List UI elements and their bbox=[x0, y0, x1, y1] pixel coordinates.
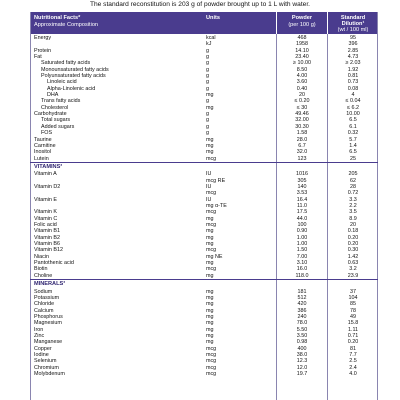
standard-value: 37 bbox=[350, 288, 356, 295]
nutrient-label: Carnitine bbox=[34, 142, 56, 149]
unit-cell: mcg bbox=[206, 222, 217, 229]
unit-cell: mg bbox=[206, 326, 214, 333]
unit-cell: kJ bbox=[206, 41, 212, 48]
powder-value: 512 bbox=[297, 294, 307, 301]
powder-value: 16.4 bbox=[296, 196, 308, 203]
nutrient-label: FOS bbox=[41, 130, 53, 137]
powder-value: ≤ 30 bbox=[296, 104, 308, 111]
standard-value: 0.20 bbox=[347, 339, 359, 346]
standard-value: 10.00 bbox=[346, 111, 360, 118]
nutrient-label: Fat bbox=[34, 54, 42, 61]
powder-value: 44.0 bbox=[296, 215, 308, 222]
unit-cell: mcg bbox=[206, 364, 217, 371]
nutrient-label: Biotin bbox=[34, 266, 48, 273]
powder-value: 100 bbox=[297, 222, 307, 229]
powder-value: 386 bbox=[297, 307, 307, 314]
powder-value: 1.50 bbox=[296, 247, 308, 254]
unit-cell: mg bbox=[206, 228, 214, 235]
standard-value: 25 bbox=[350, 155, 356, 162]
unit-cell: mg bbox=[206, 241, 214, 248]
nutrient-label: Phosphorus bbox=[34, 313, 63, 320]
unit-cell: mg bbox=[206, 234, 214, 241]
unit-cell: IU bbox=[206, 171, 212, 178]
powder-value: 16.0 bbox=[296, 266, 308, 273]
standard-value: 7.7 bbox=[349, 351, 357, 358]
powder-value: 20 bbox=[299, 92, 305, 99]
standard-value: 1.42 bbox=[347, 253, 359, 260]
powder-value: 38.0 bbox=[296, 351, 308, 358]
standard-value: 0.32 bbox=[347, 130, 359, 137]
standard-value: 6.5 bbox=[349, 149, 357, 156]
nutrient-label: Choline bbox=[34, 272, 53, 279]
powder-value: 123 bbox=[297, 155, 307, 162]
powder-value: 19.7 bbox=[296, 370, 308, 377]
nutrient-label: Iodine bbox=[34, 351, 49, 358]
powder-value: ≤ 0.20 bbox=[294, 98, 310, 105]
nutrient-label: Saturated fatty acids bbox=[41, 60, 91, 67]
nutrient-label: Energy bbox=[34, 35, 52, 41]
nutrient-label: Pantothenic acid bbox=[34, 260, 74, 267]
unit-cell: mg NE bbox=[206, 253, 223, 260]
powder-value: 12.3 bbox=[296, 358, 308, 365]
powder-value: 3.10 bbox=[296, 260, 308, 267]
unit-cell: g bbox=[206, 60, 209, 67]
standard-value: 85 bbox=[350, 301, 356, 308]
nutrient-label: Calcium bbox=[34, 307, 54, 314]
standard-value: 2.4 bbox=[349, 364, 357, 371]
unit-cell: mg bbox=[206, 294, 214, 301]
unit-cell: mg bbox=[206, 149, 214, 156]
nutrient-label: Magnesium bbox=[34, 320, 62, 327]
powder-value: 78.0 bbox=[296, 320, 308, 327]
unit-cell: mg bbox=[206, 272, 214, 279]
standard-value: 3.5 bbox=[349, 209, 357, 216]
standard-value: 81 bbox=[350, 345, 356, 352]
nutrient-label: Carbohydrate bbox=[34, 111, 67, 118]
powder-value: 1016 bbox=[296, 171, 308, 178]
standard-value: 0.30 bbox=[347, 247, 359, 254]
nutrient-label: Folic acid bbox=[34, 222, 57, 229]
standard-value: 4.73 bbox=[347, 54, 359, 61]
powder-value: 468 bbox=[297, 35, 307, 41]
standard-value: 0.81 bbox=[347, 73, 359, 80]
nutrient-label: Chloride bbox=[34, 301, 55, 308]
nutrient-label: Iron bbox=[34, 326, 44, 333]
unit-cell: mg bbox=[206, 332, 214, 339]
powder-value: 30.30 bbox=[295, 123, 309, 130]
section-title: MINERALS³ bbox=[34, 281, 66, 288]
standard-value: 3.2 bbox=[349, 266, 357, 273]
reconstitution-note: The standard reconstitution is 203 g of powder brought up to 1 L with water. bbox=[89, 1, 311, 8]
standard-value: 4.0 bbox=[349, 370, 357, 377]
standard-value: 1.92 bbox=[347, 66, 359, 73]
unit-cell: mg bbox=[206, 307, 214, 314]
nutrient-label: Alpha-Linolenic acid bbox=[47, 85, 96, 92]
standard-value: 0.18 bbox=[347, 228, 359, 235]
unit-cell: mcg bbox=[206, 247, 217, 254]
nutrient-label: Taurine bbox=[34, 136, 52, 143]
standard-value: 95 bbox=[350, 35, 356, 41]
section-heading bbox=[30, 279, 378, 288]
powder-value: 3.53 bbox=[296, 190, 308, 197]
nutrient-label: Cholesterol bbox=[41, 104, 69, 111]
standard-value: 0.20 bbox=[347, 234, 359, 241]
nutrient-label: Niacin bbox=[34, 253, 49, 260]
nutrient-label: Polyunsaturated fatty acids bbox=[41, 73, 106, 80]
unit-cell: mg bbox=[206, 288, 214, 295]
standard-value: 28 bbox=[350, 183, 356, 190]
nutrient-label: Copper bbox=[34, 345, 52, 352]
powder-value: 118.0 bbox=[295, 272, 309, 279]
nutrient-label: Vitamin B6 bbox=[34, 241, 60, 248]
standard-value: 396 bbox=[348, 41, 358, 48]
header-dilution: Dilution¹ bbox=[341, 21, 365, 27]
standard-value: 2.5 bbox=[349, 358, 357, 365]
nutrition-table bbox=[30, 35, 378, 377]
powder-value: 5.50 bbox=[296, 326, 308, 333]
table-row bbox=[30, 371, 378, 377]
unit-cell: mcg bbox=[206, 351, 217, 358]
standard-value: 0.73 bbox=[347, 79, 359, 86]
nutrient-label: Lutein bbox=[34, 155, 49, 162]
unit-cell: IU bbox=[206, 196, 212, 203]
unit-cell: mcg bbox=[206, 358, 217, 365]
powder-value: 49.46 bbox=[295, 111, 309, 118]
unit-cell: mcg bbox=[206, 370, 217, 377]
nutrient-label: Vitamin B12 bbox=[34, 247, 63, 254]
standard-value: 8.9 bbox=[349, 215, 357, 222]
powder-value: 7.00 bbox=[296, 253, 308, 260]
unit-cell: g bbox=[206, 123, 209, 130]
unit-cell: mg bbox=[206, 92, 214, 99]
nutrient-label: Inositol bbox=[34, 149, 52, 156]
standard-value: 62 bbox=[350, 177, 356, 184]
unit-cell: mcg bbox=[206, 190, 217, 197]
powder-value: 0.40 bbox=[296, 85, 308, 92]
nutrient-label: Vitamin K bbox=[34, 209, 57, 216]
powder-value: 305 bbox=[297, 177, 307, 184]
powder-value: 32.00 bbox=[295, 117, 309, 124]
standard-value: 78 bbox=[350, 307, 356, 314]
standard-value: 1.4 bbox=[349, 142, 357, 149]
unit-cell: mg bbox=[206, 136, 214, 143]
standard-value: 49 bbox=[350, 313, 356, 320]
standard-value: 15.8 bbox=[347, 320, 359, 327]
powder-value: 3.60 bbox=[296, 79, 308, 86]
nutrient-label: Vitamin A bbox=[34, 171, 57, 178]
standard-value: 6.1 bbox=[349, 123, 357, 130]
nutrient-label: Vitamin C bbox=[34, 215, 58, 222]
standard-value: 2.85 bbox=[347, 47, 359, 54]
header-subtitle: Approximate Composition bbox=[34, 22, 99, 28]
unit-cell: g bbox=[206, 47, 209, 54]
header-title: Nutritional Facts* bbox=[34, 15, 81, 21]
standard-value: 0.63 bbox=[347, 260, 359, 267]
section-title: VITAMINS³ bbox=[34, 163, 63, 170]
powder-value: 240 bbox=[297, 313, 307, 320]
unit-cell: mg bbox=[206, 320, 214, 327]
powder-value: 4.00 bbox=[296, 73, 308, 80]
unit-cell: g bbox=[206, 98, 209, 105]
header-standard-sub: (wt / 100 ml) bbox=[337, 27, 369, 33]
unit-cell: mg bbox=[206, 301, 214, 308]
unit-cell: g bbox=[206, 111, 209, 118]
powder-value: 400 bbox=[297, 345, 307, 352]
unit-cell: mg bbox=[206, 313, 214, 320]
standard-value: 20 bbox=[350, 222, 356, 229]
nutrient-label: Linoleic acid bbox=[47, 79, 77, 86]
powder-value: 14.10 bbox=[295, 47, 309, 54]
nutrient-label: Added sugars bbox=[41, 123, 75, 130]
unit-cell: g bbox=[206, 130, 209, 137]
nutrient-label: Potassium bbox=[34, 294, 60, 301]
powder-value: 0.98 bbox=[296, 339, 308, 346]
standard-value: ≥ 2.03 bbox=[345, 60, 361, 67]
nutrient-label: Total sugars bbox=[41, 117, 71, 124]
standard-value: 23.9 bbox=[347, 272, 359, 279]
nutrient-label: Vitamin B1 bbox=[34, 228, 60, 235]
unit-cell: mg bbox=[206, 104, 214, 111]
powder-value: 17.5 bbox=[296, 209, 308, 216]
header-powder: Powder bbox=[291, 15, 313, 21]
unit-cell: g bbox=[206, 73, 209, 80]
unit-cell: IU bbox=[206, 183, 212, 190]
unit-cell: g bbox=[206, 79, 209, 86]
standard-value: 0.72 bbox=[347, 190, 359, 197]
powder-value: 1.00 bbox=[296, 234, 308, 241]
nutrient-label: DHA bbox=[47, 92, 59, 99]
header-standard: Standard bbox=[340, 15, 366, 21]
powder-value: 181 bbox=[297, 288, 307, 295]
unit-cell: mg bbox=[206, 142, 214, 149]
nutrient-label: Zinc bbox=[34, 332, 45, 339]
standard-value: ≤ 0.04 bbox=[345, 98, 361, 105]
unit-cell: mcg bbox=[206, 209, 217, 216]
powder-value: 1.00 bbox=[296, 241, 308, 248]
unit-cell: mcg bbox=[206, 345, 217, 352]
unit-cell: kcal bbox=[206, 35, 216, 41]
standard-value: 1.11 bbox=[347, 326, 359, 333]
unit-cell: mg bbox=[206, 260, 214, 267]
standard-value: 3.3 bbox=[349, 196, 357, 203]
powder-value: 8.50 bbox=[296, 66, 308, 73]
standard-value: 0.20 bbox=[347, 241, 359, 248]
standard-value: 6.5 bbox=[349, 117, 357, 124]
nutrient-label: Vitamin D2 bbox=[34, 183, 61, 190]
standard-value: 0.71 bbox=[347, 332, 359, 339]
header-units: Units bbox=[206, 15, 220, 21]
standard-value: 5.7 bbox=[349, 136, 357, 143]
nutrient-label: Vitamin B2 bbox=[34, 234, 60, 241]
powder-value: 0.90 bbox=[296, 228, 308, 235]
unit-cell: mcg bbox=[206, 266, 217, 273]
section-heading bbox=[30, 162, 378, 171]
standard-value: 0.08 bbox=[347, 85, 359, 92]
powder-value: 28.0 bbox=[296, 136, 308, 143]
powder-value: 1958 bbox=[296, 41, 308, 48]
nutrient-label: Molybdenum bbox=[34, 370, 65, 377]
unit-cell: mg bbox=[206, 215, 214, 222]
nutrient-label: Trans fatty acids bbox=[41, 98, 81, 105]
nutrient-label: Manganese bbox=[34, 339, 63, 346]
powder-value: 11.0 bbox=[296, 202, 308, 209]
standard-value: 205 bbox=[348, 171, 358, 178]
unit-cell: g bbox=[206, 85, 209, 92]
powder-value: 6.7 bbox=[298, 142, 306, 149]
nutrient-label: Monounsaturated fatty acids bbox=[41, 66, 109, 73]
nutrient-label: Selenium bbox=[34, 358, 57, 365]
nutrient-label: Chromium bbox=[34, 364, 59, 371]
powder-value: 3.50 bbox=[296, 332, 308, 339]
unit-cell: mcg RE bbox=[206, 177, 226, 184]
unit-cell: g bbox=[206, 54, 209, 61]
standard-value: ≤ 6.2 bbox=[347, 104, 359, 111]
nutrient-label: Vitamin E bbox=[34, 196, 57, 203]
standard-value: 2.2 bbox=[349, 202, 357, 209]
standard-value: 104 bbox=[348, 294, 358, 301]
unit-cell: mcg bbox=[206, 155, 217, 162]
nutrient-label: Sodium bbox=[34, 288, 53, 295]
header-powder-sub: (per 100 g) bbox=[288, 22, 316, 28]
powder-value: 23.40 bbox=[295, 54, 309, 61]
powder-value: ≥ 10.00 bbox=[293, 60, 311, 67]
nutrient-label: Protein bbox=[34, 47, 52, 54]
unit-cell: g bbox=[206, 66, 209, 73]
unit-cell: mg α-TE bbox=[206, 202, 227, 209]
standard-value: 4 bbox=[351, 92, 355, 99]
powder-value: 140 bbox=[297, 183, 307, 190]
unit-cell: g bbox=[206, 117, 209, 124]
powder-value: 1.58 bbox=[296, 130, 308, 137]
powder-value: 32.0 bbox=[296, 149, 308, 156]
unit-cell: mg bbox=[206, 339, 214, 346]
powder-value: 420 bbox=[297, 301, 307, 308]
powder-value: 12.0 bbox=[296, 364, 308, 371]
